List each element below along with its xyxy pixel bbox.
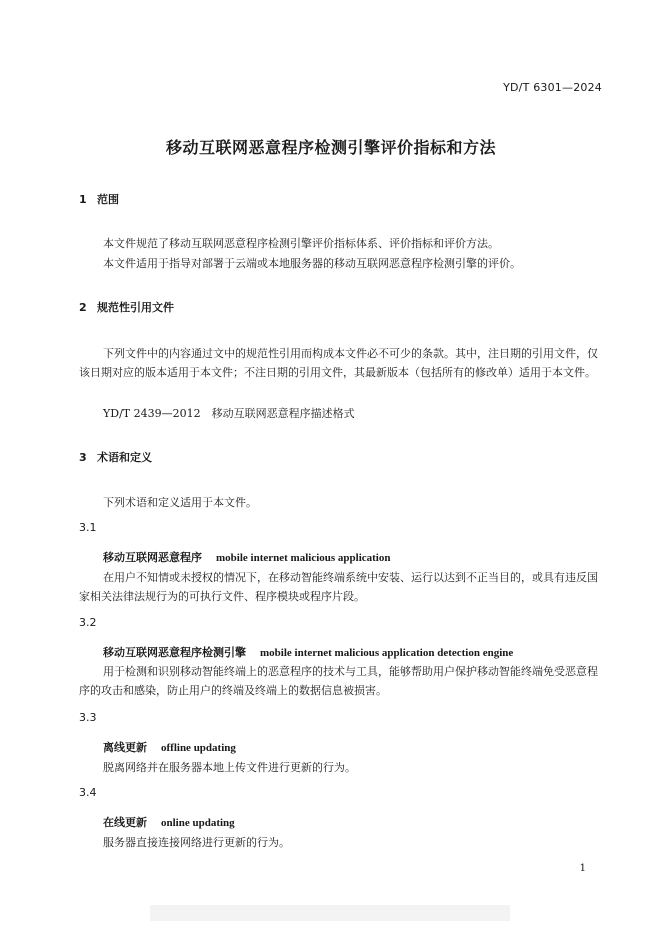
standard-code: YD/T 6301—2024 (503, 81, 602, 94)
term-3-4-en: online updating (161, 817, 235, 829)
term-3-1-definition: 在用户不知情或未授权的情况下，在移动智能终端系统中安装、运行以达到不正当目的，或具有违反国家相关法律法规行为的可执行文件、程序模块或程序片段。 (79, 571, 598, 603)
section-1-number: 1 (79, 193, 87, 206)
section-3-intro: 下列术语和定义适用于本文件。 (103, 496, 257, 509)
term-3-3-en: offline updating (161, 742, 236, 754)
section-2-paragraph: 下列文件中的内容通过文中的规范性引用而构成本文件必不可少的条款。其中，注日期的引用文件，仅该日期对应的版本适用于本文件；不注日期的引用文件，其最新版本（包括所有的修改单）适用于本文件。 (79, 347, 598, 379)
section-1-title: 范围 (97, 193, 119, 206)
term-3-3-heading (103, 739, 236, 755)
term-3-3-number: 3.3 (79, 711, 97, 724)
section-3-number: 3 (79, 451, 87, 464)
term-3-3-zh: 离线更新 (103, 741, 147, 754)
term-3-4-number: 3.4 (79, 786, 97, 799)
term-3-3-definition: 脱离网络并在服务器本地上传文件进行更新的行为。 (103, 761, 356, 774)
section-1-heading (79, 191, 119, 207)
term-3-4-heading (103, 814, 235, 830)
term-3-4-definition: 服务器直接连接网络进行更新的行为。 (103, 836, 290, 849)
term-3-2-zh: 移动互联网恶意程序检测引擎 (103, 646, 246, 659)
section-1-paragraph-1: 本文件规范了移动互联网恶意程序检测引擎评价指标体系、评价指标和评价方法。 (103, 237, 499, 250)
term-3-2-heading (103, 644, 513, 660)
section-3-title: 术语和定义 (97, 451, 152, 464)
footer-watermark (150, 905, 510, 921)
term-3-2-en: mobile internet malicious application detection engine (260, 647, 514, 659)
section-2-title: 规范性引用文件 (97, 301, 174, 314)
term-3-2-number: 3.2 (79, 616, 97, 629)
section-2-heading (79, 299, 174, 315)
section-2-number: 2 (79, 301, 87, 314)
page-number: 1 (579, 863, 586, 874)
term-3-1-number: 3.1 (79, 521, 97, 534)
section-1-paragraph-2: 本文件适用于指导对部署于云端或本地服务器的移动互联网恶意程序检测引擎的评价。 (103, 257, 521, 270)
term-3-1-en: mobile internet malicious application (216, 552, 391, 564)
term-3-4-zh: 在线更新 (103, 816, 147, 829)
term-3-1-zh: 移动互联网恶意程序 (103, 551, 202, 564)
normative-reference: YD/T 2439—2012 移动互联网恶意程序描述格式 (103, 407, 355, 420)
term-3-1-heading (103, 549, 390, 565)
document-title: 移动互联网恶意程序检测引擎评价指标和方法 (165, 138, 496, 157)
section-3-heading (79, 449, 152, 465)
term-3-2-definition: 用于检测和识别移动智能终端上的恶意程序的技术与工具，能够帮助用户保护移动智能终端免受恶意程序的攻击和感染，防止用户的终端及终端上的数据信息被损害。 (79, 665, 598, 697)
